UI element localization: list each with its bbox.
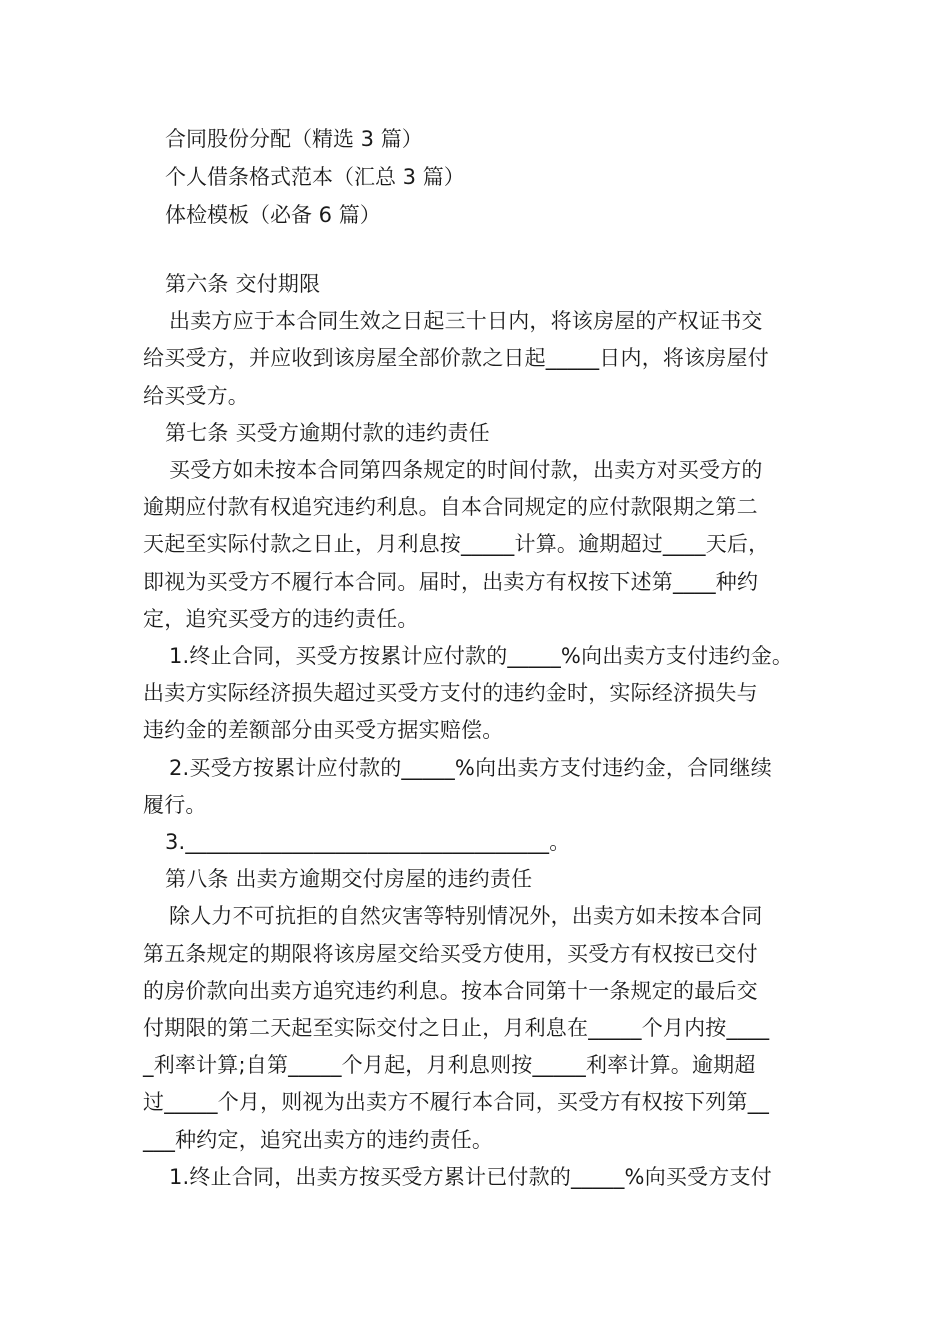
text-line: 履行。	[143, 792, 207, 817]
related-article-link[interactable]: 体检模板（必备 6 篇）	[165, 203, 381, 227]
text-line: _利率计算;自第_____个月起，月利息则按_____利率计算。逾期超	[143, 1053, 756, 1078]
text-line: 即视为买受方不履行本合同。届时，出卖方有权按下述第____种约	[143, 569, 759, 594]
text-line: 除人力不可抗拒的自然灾害等特别情况外，出卖方如未按本合同	[169, 904, 763, 929]
contract-body	[143, 266, 823, 1196]
text-line: 第七条 买受方逾期付款的违约责任	[165, 420, 490, 445]
text-line: 的房价款向出卖方追究违约利息。按本合同第十一条规定的最后交	[143, 978, 758, 1003]
text-line: ___种约定，追究出卖方的违约责任。	[143, 1127, 494, 1152]
text-line: 给买受方。	[143, 383, 249, 408]
text-line: 第五条规定的期限将该房屋交给买受方使用，买受方有权按已交付	[143, 941, 758, 966]
text-line: 给买受方，并应收到该房屋全部价款之日起_____日内，将该房屋付	[143, 346, 769, 371]
text-line: 1.终止合同，买受方按累计应付款的_____%向出卖方支付违约金。	[169, 644, 794, 669]
text-line: 第六条 交付期限	[165, 272, 321, 296]
related-article-link[interactable]: 合同股份分配（精选 3 篇）	[165, 127, 423, 151]
text-line: 付期限的第二天起至实际交付之日止，月利息在_____个月内按____	[143, 1016, 770, 1041]
text-line: 2.买受方按累计应付款的_____%向出卖方支付违约金，合同继续	[169, 755, 772, 780]
text-line: 天起至实际付款之日止，月利息按_____计算。逾期超过____天后，	[143, 532, 770, 557]
text-line: 买受方如未按本合同第四条规定的时间付款，出卖方对买受方的	[169, 458, 763, 483]
text-line: 过_____个月，则视为出卖方不履行本合同，买受方有权按下列第__	[143, 1090, 770, 1115]
text-line: 违约金的差额部分由买受方据实赔偿。	[143, 718, 504, 743]
text-line: 定，追究买受方的违约责任。	[143, 606, 419, 631]
text-line: 1.终止合同，出卖方按买受方累计已付款的_____%向买受方支付	[169, 1164, 772, 1189]
text-line: 出卖方应于本合同生效之日起三十日内，将该房屋的产权证书交	[169, 309, 763, 334]
text-line: 逾期应付款有权追究违约利息。自本合同规定的应付款限期之第二	[143, 495, 758, 520]
text-line: 第八条 出卖方逾期交付房屋的违约责任	[165, 867, 533, 892]
text-line: 3.__________________________________。	[165, 830, 571, 855]
related-article-link[interactable]: 个人借条格式范本（汇总 3 篇）	[165, 165, 465, 189]
related-articles-list	[165, 120, 465, 234]
text-line: 出卖方实际经济损失超过买受方支付的违约金时，实际经济损失与	[143, 681, 758, 706]
